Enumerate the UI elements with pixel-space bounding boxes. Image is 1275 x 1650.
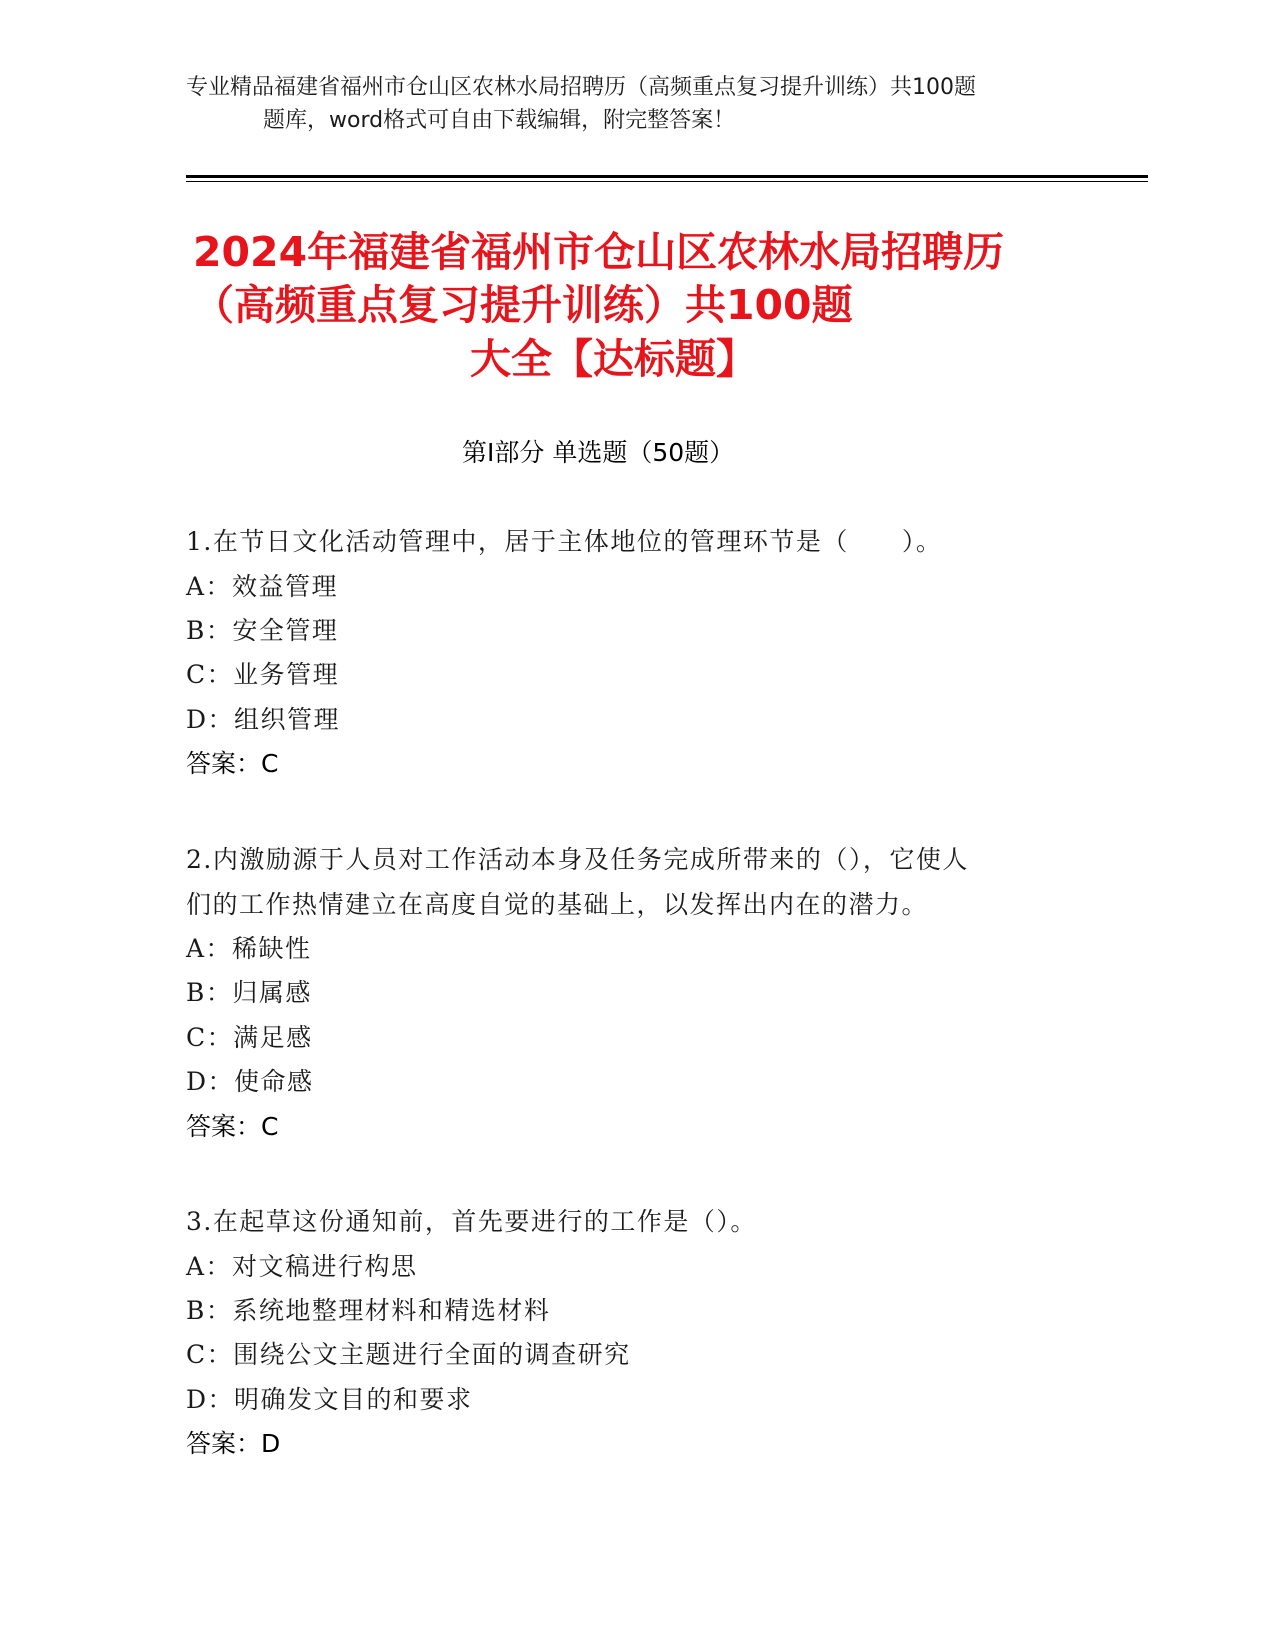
question-1-option-a: A：效益管理 — [186, 572, 339, 601]
header-line-1: 专业精品福建省福州市仓山区农林水局招聘历（高频重点复习提升训练）共100题 — [186, 75, 976, 100]
question-2-text-line-2: 们的工作热情建立在高度自觉的基础上，以发挥出内在的潜力。 — [186, 890, 929, 919]
question-3-text: 3.在起草这份通知前，首先要进行的工作是（）。 — [186, 1207, 757, 1236]
question-2-text-line-1: 2.内激励源于人员对工作活动本身及任务完成所带来的（），它使人 — [186, 845, 969, 874]
question-2-option-d: D：使命感 — [186, 1067, 314, 1096]
question-1-answer: 答案：C — [186, 749, 279, 778]
section-title: 第Ⅰ部分 单选题（50题） — [462, 438, 735, 467]
question-3-option-b: B：系统地整理材料和精选材料 — [186, 1296, 551, 1325]
question-1-option-b: B：安全管理 — [186, 616, 339, 645]
question-1-option-c: C：业务管理 — [186, 660, 340, 689]
question-1-text: 1.在节日文化活动管理中，居于主体地位的管理环节是（ ）。 — [186, 527, 943, 556]
question-3-option-d: D：明确发文目的和要求 — [186, 1385, 473, 1414]
question-2-option-a: A：稀缺性 — [186, 934, 312, 963]
question-2-option-c: C：满足感 — [186, 1023, 313, 1052]
question-3-answer: 答案：D — [186, 1429, 281, 1458]
question-3-option-a: A：对文稿进行构思 — [186, 1252, 418, 1281]
header-line-2: 题库，word格式可自由下载编辑，附完整答案！ — [263, 108, 736, 133]
question-2-option-b: B：归属感 — [186, 978, 312, 1007]
question-3-option-c: C：围绕公文主题进行全面的调查研究 — [186, 1340, 631, 1369]
page-title-line-3: 大全【达标题】 — [470, 335, 757, 383]
header-divider-thin — [186, 181, 1148, 182]
page-title-line-1: 2024年福建省福州市仓山区农林水局招聘历 — [193, 228, 1005, 276]
page-title-line-2: （高频重点复习提升训练）共100题 — [193, 281, 853, 329]
question-1-option-d: D：组织管理 — [186, 705, 341, 734]
question-2-answer: 答案：C — [186, 1112, 279, 1141]
header-divider-thick — [186, 175, 1148, 178]
